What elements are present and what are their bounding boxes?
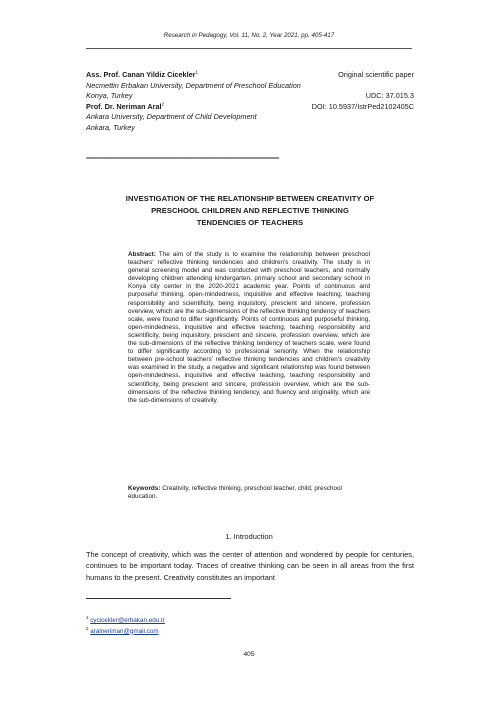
abstract-text: The aim of the study is to examine the relationship between preschool teachers' reflective thinking tendencies and children's creativity. The study is in general screening model and was conducted with preschool teachers, and normally developing children attending kindergarten, primary school and secondary school in Konya city center in the 2020-2021 academic year. Points of continuous and purposeful thinking, open-mindedness, inquisitive and effective teaching, teaching responsibility and scientificity, being inquisitory, prescient and sincere, profession overview, which are the sub-dimensions of the reflective thinking tendency of teachers scale, were found to differ significantly. Points of continuous and purposeful thinking, open-mindedness, inquisitive and effective teaching, teaching responsibility and scientificity, being inquisitory, prescient and sincere, profession overview, which are the sub-dimensions of the reflective thinking tendency of teachers scale, were found to differ significantly according to professional seniority. When the relationship between pre-school teachers' reflective thinking tendencies and children's creativity was examined in the study, a negative and significant relationship was found between open-mindedness, inquisitive and effective teaching, teaching responsibility and scientificity, being prescient and sincere, profession overview, which are the sub-dimensions of the reflective thinking tendency, and fluency and originality, which are the sub-dimensions of creativity. <box>128 251 370 404</box>
keywords-text: Creativity, reflective thinking, preschool teacher, child, preschool education. <box>128 485 342 501</box>
footnotes <box>86 616 165 637</box>
title-line-2: PRESCHOOL CHILDREN AND REFLECTIVE THINKING <box>151 205 349 215</box>
keywords-label: Keywords: <box>128 485 161 492</box>
journal-header: Research in Pedagogy, Vol. 11, No. 2, Year 2021, pp. 405-417 <box>163 32 335 39</box>
footnote-rule <box>86 598 231 599</box>
paper-type: Original scientific paper <box>338 70 414 79</box>
author1-row <box>86 70 414 81</box>
footnote-1: $^1$ cycicekler@erbakan.edu.tr <box>86 614 165 624</box>
author1-city-row <box>86 91 414 102</box>
author2-city: Ankara, Turkey <box>86 122 135 132</box>
body-paragraph: The concept of creativity, which was the center of attention and wondered by people for centuries, continues to be important today. Traces of creative thinking can be seen in all areas from the first humans to the present. Creativity constitutes an important <box>86 550 414 582</box>
author1-name: Ass. Prof. Canan Yildiz Cicekler <box>86 70 196 79</box>
header-rule <box>86 48 412 49</box>
footnote-2-email-link[interactable]: aralneriman@gmail.com <box>90 627 159 635</box>
footnote-2: $^2$ aralneriman@gmail.com <box>86 625 159 635</box>
author2-affiliation: Ankara University, Department of Child Development <box>86 112 257 122</box>
section-heading: 1. Introduction <box>225 532 273 541</box>
title-line-1: INVESTIGATION OF THE RELATIONSHIP BETWEEN CREATIVITY OF <box>125 194 375 203</box>
title-line-3: TENDENCIES OF TEACHERS <box>196 217 304 227</box>
abstract <box>128 251 370 405</box>
author1-footnote-mark: 1 <box>195 69 199 75</box>
paper-title <box>100 193 400 228</box>
footnote-1-email-link[interactable]: cycicekler@erbakan.edu.tr <box>90 617 165 624</box>
page-number: 405 <box>243 651 255 658</box>
udc-code: UDC: 37.015.3 <box>365 91 414 101</box>
author2-footnote-mark: 2 <box>161 101 165 107</box>
keywords <box>128 485 370 501</box>
author-block <box>86 70 414 134</box>
abstract-label: Abstract: <box>128 251 156 258</box>
author2-name: Prof. Dr. Neriman Aral <box>86 101 162 111</box>
author2-row <box>86 102 414 113</box>
section-divider: ================================================================================ <box>86 156 279 162</box>
author1-city: Konya, Turkey <box>86 91 133 101</box>
author1-affiliation: Necmettin Erbakan University, Department of Preschool Education <box>86 80 301 90</box>
doi: DOI: 10.5937/IstrPed2102405C <box>311 101 414 111</box>
